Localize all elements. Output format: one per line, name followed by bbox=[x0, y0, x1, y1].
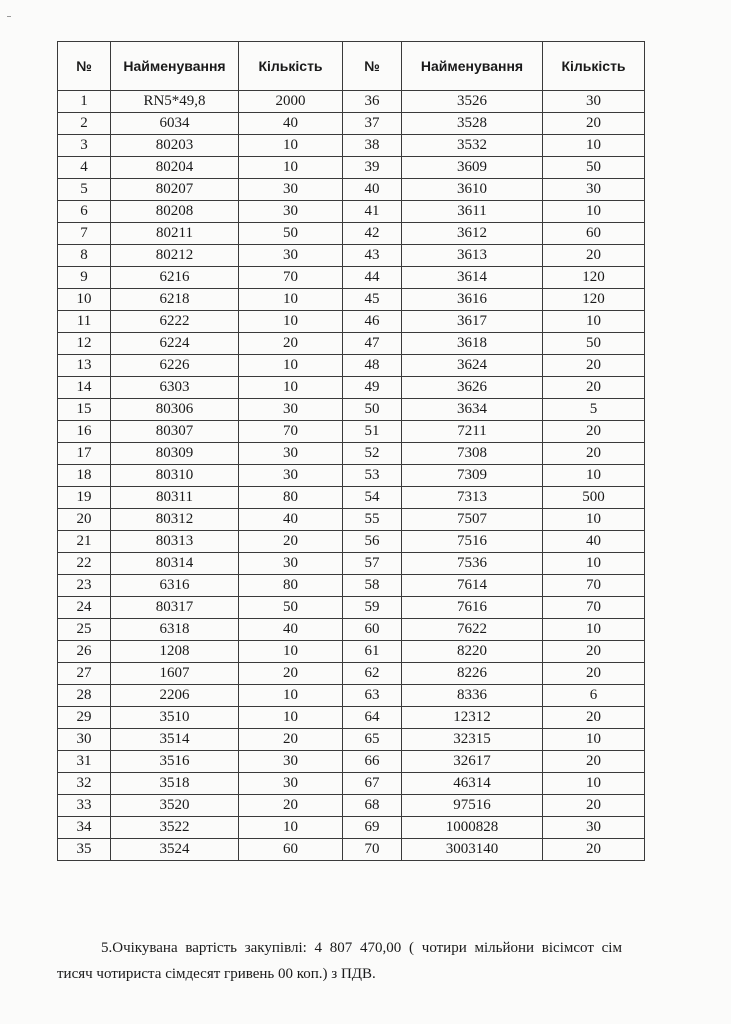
cell-name: 80312 bbox=[111, 509, 239, 531]
cell-number: 59 bbox=[343, 597, 402, 619]
cell-number: 21 bbox=[58, 531, 111, 553]
cell-quantity: 10 bbox=[239, 817, 343, 839]
table-row bbox=[58, 487, 645, 509]
cell-quantity: 10 bbox=[239, 135, 343, 157]
cell-number: 13 bbox=[58, 355, 111, 377]
table-row bbox=[58, 641, 645, 663]
cell-quantity: 10 bbox=[239, 707, 343, 729]
cell-number: 44 bbox=[343, 267, 402, 289]
table-row bbox=[58, 311, 645, 333]
cell-quantity: 30 bbox=[239, 443, 343, 465]
cell-quantity: 60 bbox=[543, 223, 645, 245]
cell-quantity: 70 bbox=[543, 575, 645, 597]
cell-name: 3614 bbox=[402, 267, 543, 289]
table-row bbox=[58, 443, 645, 465]
cell-name: 7507 bbox=[402, 509, 543, 531]
cell-quantity: 2000 bbox=[239, 91, 343, 113]
scan-artifact bbox=[7, 16, 11, 17]
cell-number: 65 bbox=[343, 729, 402, 751]
cell-number: 60 bbox=[343, 619, 402, 641]
cell-name: 80309 bbox=[111, 443, 239, 465]
cell-quantity: 40 bbox=[239, 619, 343, 641]
cell-number: 46 bbox=[343, 311, 402, 333]
cell-name: 3514 bbox=[111, 729, 239, 751]
cell-quantity: 10 bbox=[543, 729, 645, 751]
cell-name: 80313 bbox=[111, 531, 239, 553]
cell-number: 41 bbox=[343, 201, 402, 223]
cell-quantity: 50 bbox=[239, 597, 343, 619]
cell-number: 38 bbox=[343, 135, 402, 157]
cell-number: 12 bbox=[58, 333, 111, 355]
table-row bbox=[58, 795, 645, 817]
cell-number: 19 bbox=[58, 487, 111, 509]
cell-number: 61 bbox=[343, 641, 402, 663]
cell-name: 3510 bbox=[111, 707, 239, 729]
cell-name: 3616 bbox=[402, 289, 543, 311]
cell-number: 17 bbox=[58, 443, 111, 465]
cell-number: 42 bbox=[343, 223, 402, 245]
cell-quantity: 10 bbox=[239, 157, 343, 179]
col-header-name: Найменування bbox=[111, 42, 239, 91]
cell-quantity: 500 bbox=[543, 487, 645, 509]
cell-number: 31 bbox=[58, 751, 111, 773]
table-row bbox=[58, 421, 645, 443]
cell-quantity: 70 bbox=[239, 421, 343, 443]
cell-name: 3626 bbox=[402, 377, 543, 399]
cell-number: 10 bbox=[58, 289, 111, 311]
table-row bbox=[58, 135, 645, 157]
cell-quantity: 10 bbox=[239, 355, 343, 377]
cell-name: 6226 bbox=[111, 355, 239, 377]
cell-quantity: 30 bbox=[239, 399, 343, 421]
cell-name: 7211 bbox=[402, 421, 543, 443]
cell-name: 80310 bbox=[111, 465, 239, 487]
cell-number: 57 bbox=[343, 553, 402, 575]
cell-quantity: 120 bbox=[543, 289, 645, 311]
cell-number: 35 bbox=[58, 839, 111, 861]
cell-number: 69 bbox=[343, 817, 402, 839]
col-header-number: № bbox=[343, 42, 402, 91]
cell-quantity: 20 bbox=[543, 839, 645, 861]
cell-quantity: 20 bbox=[543, 751, 645, 773]
cell-name: 7309 bbox=[402, 465, 543, 487]
cell-number: 64 bbox=[343, 707, 402, 729]
cell-name: 6316 bbox=[111, 575, 239, 597]
cell-number: 23 bbox=[58, 575, 111, 597]
cell-number: 24 bbox=[58, 597, 111, 619]
cell-number: 14 bbox=[58, 377, 111, 399]
cell-quantity: 50 bbox=[543, 157, 645, 179]
col-header-quantity: Кількість bbox=[543, 42, 645, 91]
cell-name: 7516 bbox=[402, 531, 543, 553]
cell-name: 7536 bbox=[402, 553, 543, 575]
table-row bbox=[58, 729, 645, 751]
cell-number: 50 bbox=[343, 399, 402, 421]
cell-quantity: 80 bbox=[239, 487, 343, 509]
cell-number: 15 bbox=[58, 399, 111, 421]
cell-quantity: 30 bbox=[239, 201, 343, 223]
cell-quantity: 80 bbox=[239, 575, 343, 597]
cell-number: 26 bbox=[58, 641, 111, 663]
cell-quantity: 10 bbox=[239, 641, 343, 663]
cell-name: 3634 bbox=[402, 399, 543, 421]
cell-quantity: 50 bbox=[543, 333, 645, 355]
cell-name: 7614 bbox=[402, 575, 543, 597]
cell-number: 67 bbox=[343, 773, 402, 795]
table-row bbox=[58, 773, 645, 795]
cell-number: 39 bbox=[343, 157, 402, 179]
cell-name: 80211 bbox=[111, 223, 239, 245]
table-row bbox=[58, 553, 645, 575]
cell-number: 52 bbox=[343, 443, 402, 465]
table-row bbox=[58, 157, 645, 179]
cell-number: 5 bbox=[58, 179, 111, 201]
cell-name: 80306 bbox=[111, 399, 239, 421]
cell-name: 3609 bbox=[402, 157, 543, 179]
cell-number: 40 bbox=[343, 179, 402, 201]
cell-number: 47 bbox=[343, 333, 402, 355]
cell-number: 68 bbox=[343, 795, 402, 817]
cell-name: 46314 bbox=[402, 773, 543, 795]
table-row bbox=[58, 289, 645, 311]
cell-number: 9 bbox=[58, 267, 111, 289]
cell-name: 6218 bbox=[111, 289, 239, 311]
cell-number: 45 bbox=[343, 289, 402, 311]
cell-name: 80203 bbox=[111, 135, 239, 157]
items-table bbox=[57, 41, 645, 861]
cell-number: 2 bbox=[58, 113, 111, 135]
cell-number: 49 bbox=[343, 377, 402, 399]
table-row bbox=[58, 663, 645, 685]
cell-name: 3613 bbox=[402, 245, 543, 267]
cell-number: 7 bbox=[58, 223, 111, 245]
cell-number: 27 bbox=[58, 663, 111, 685]
cell-number: 20 bbox=[58, 509, 111, 531]
cell-name: 1000828 bbox=[402, 817, 543, 839]
cell-number: 51 bbox=[343, 421, 402, 443]
cell-name: 3610 bbox=[402, 179, 543, 201]
cell-number: 8 bbox=[58, 245, 111, 267]
cell-quantity: 20 bbox=[239, 333, 343, 355]
cell-quantity: 10 bbox=[239, 377, 343, 399]
cell-name: 3518 bbox=[111, 773, 239, 795]
cell-name: 1208 bbox=[111, 641, 239, 663]
cell-quantity: 20 bbox=[239, 729, 343, 751]
cell-quantity: 20 bbox=[543, 707, 645, 729]
cell-name: 3520 bbox=[111, 795, 239, 817]
cell-quantity: 40 bbox=[239, 509, 343, 531]
cell-quantity: 30 bbox=[543, 179, 645, 201]
cell-number: 6 bbox=[58, 201, 111, 223]
table-row bbox=[58, 751, 645, 773]
cell-number: 55 bbox=[343, 509, 402, 531]
cell-name: 80212 bbox=[111, 245, 239, 267]
cell-name: 80311 bbox=[111, 487, 239, 509]
cell-number: 53 bbox=[343, 465, 402, 487]
cell-name: 8336 bbox=[402, 685, 543, 707]
cell-number: 25 bbox=[58, 619, 111, 641]
table-row bbox=[58, 377, 645, 399]
cell-number: 33 bbox=[58, 795, 111, 817]
col-header-quantity: Кількість bbox=[239, 42, 343, 91]
cell-name: 7622 bbox=[402, 619, 543, 641]
cell-quantity: 10 bbox=[543, 553, 645, 575]
cell-name: 80317 bbox=[111, 597, 239, 619]
cell-quantity: 10 bbox=[543, 311, 645, 333]
cell-quantity: 50 bbox=[239, 223, 343, 245]
cell-name: 1607 bbox=[111, 663, 239, 685]
table-header-row bbox=[58, 42, 645, 91]
table-row bbox=[58, 201, 645, 223]
cell-name: 97516 bbox=[402, 795, 543, 817]
cell-quantity: 20 bbox=[543, 443, 645, 465]
cell-name: 3611 bbox=[402, 201, 543, 223]
cell-number: 4 bbox=[58, 157, 111, 179]
cell-name: 80208 bbox=[111, 201, 239, 223]
cell-quantity: 70 bbox=[239, 267, 343, 289]
cell-quantity: 30 bbox=[239, 179, 343, 201]
table-row bbox=[58, 531, 645, 553]
cell-quantity: 30 bbox=[239, 773, 343, 795]
cell-number: 37 bbox=[343, 113, 402, 135]
col-header-name: Найменування bbox=[402, 42, 543, 91]
table-row bbox=[58, 597, 645, 619]
cell-name: 3522 bbox=[111, 817, 239, 839]
cell-name: 3528 bbox=[402, 113, 543, 135]
cell-number: 16 bbox=[58, 421, 111, 443]
cell-name: 7313 bbox=[402, 487, 543, 509]
cell-quantity: 20 bbox=[543, 113, 645, 135]
cell-name: 3526 bbox=[402, 91, 543, 113]
table-row bbox=[58, 245, 645, 267]
cell-quantity: 40 bbox=[543, 531, 645, 553]
cell-quantity: 30 bbox=[239, 553, 343, 575]
cell-quantity: 30 bbox=[543, 91, 645, 113]
cell-number: 22 bbox=[58, 553, 111, 575]
cell-quantity: 20 bbox=[543, 245, 645, 267]
cell-number: 11 bbox=[58, 311, 111, 333]
cell-number: 63 bbox=[343, 685, 402, 707]
cell-name: 80314 bbox=[111, 553, 239, 575]
cell-name: 7616 bbox=[402, 597, 543, 619]
expected-cost-line-1: 5.Очікувана вартість закупівлі: 4 807 470,00 ( чотири мільйони вісімсот сім bbox=[101, 940, 622, 956]
cell-name: 6318 bbox=[111, 619, 239, 641]
cell-quantity: 120 bbox=[543, 267, 645, 289]
cell-number: 43 bbox=[343, 245, 402, 267]
cell-quantity: 70 bbox=[543, 597, 645, 619]
cell-name: 6303 bbox=[111, 377, 239, 399]
cell-name: 3532 bbox=[402, 135, 543, 157]
cell-name: 3612 bbox=[402, 223, 543, 245]
cell-quantity: 10 bbox=[543, 773, 645, 795]
cell-quantity: 30 bbox=[239, 751, 343, 773]
table-row bbox=[58, 333, 645, 355]
cell-name: 80307 bbox=[111, 421, 239, 443]
expected-cost-paragraph bbox=[57, 935, 675, 987]
cell-name: 6034 bbox=[111, 113, 239, 135]
cell-quantity: 20 bbox=[543, 795, 645, 817]
cell-name: 6224 bbox=[111, 333, 239, 355]
cell-quantity: 30 bbox=[239, 245, 343, 267]
cell-number: 18 bbox=[58, 465, 111, 487]
cell-name: 3617 bbox=[402, 311, 543, 333]
cell-name: 3524 bbox=[111, 839, 239, 861]
table-row bbox=[58, 223, 645, 245]
cell-name: 32617 bbox=[402, 751, 543, 773]
cell-quantity: 20 bbox=[543, 421, 645, 443]
expected-cost-line-2: тисяч чотириста сімдесят гривень 00 коп.) з ПДВ. bbox=[57, 966, 376, 982]
cell-name: 6222 bbox=[111, 311, 239, 333]
cell-number: 54 bbox=[343, 487, 402, 509]
cell-number: 32 bbox=[58, 773, 111, 795]
cell-name: 8220 bbox=[402, 641, 543, 663]
cell-name: 3516 bbox=[111, 751, 239, 773]
cell-quantity: 10 bbox=[543, 619, 645, 641]
cell-quantity: 10 bbox=[543, 201, 645, 223]
cell-name: 3003140 bbox=[402, 839, 543, 861]
cell-number: 66 bbox=[343, 751, 402, 773]
cell-quantity: 10 bbox=[239, 289, 343, 311]
cell-quantity: 20 bbox=[543, 355, 645, 377]
cell-name: 32315 bbox=[402, 729, 543, 751]
cell-number: 56 bbox=[343, 531, 402, 553]
cell-number: 30 bbox=[58, 729, 111, 751]
col-header-number: № bbox=[58, 42, 111, 91]
table-row bbox=[58, 575, 645, 597]
cell-quantity: 5 bbox=[543, 399, 645, 421]
cell-number: 36 bbox=[343, 91, 402, 113]
cell-number: 34 bbox=[58, 817, 111, 839]
cell-number: 70 bbox=[343, 839, 402, 861]
cell-name: RN5*49,8 bbox=[111, 91, 239, 113]
table-row bbox=[58, 91, 645, 113]
cell-quantity: 10 bbox=[239, 311, 343, 333]
cell-quantity: 20 bbox=[239, 795, 343, 817]
table-row bbox=[58, 399, 645, 421]
cell-number: 58 bbox=[343, 575, 402, 597]
cell-number: 1 bbox=[58, 91, 111, 113]
table-row bbox=[58, 355, 645, 377]
cell-quantity: 10 bbox=[543, 509, 645, 531]
table-row bbox=[58, 707, 645, 729]
cell-name: 12312 bbox=[402, 707, 543, 729]
cell-number: 48 bbox=[343, 355, 402, 377]
cell-quantity: 20 bbox=[239, 663, 343, 685]
table-row bbox=[58, 179, 645, 201]
cell-quantity: 30 bbox=[239, 465, 343, 487]
cell-name: 80204 bbox=[111, 157, 239, 179]
cell-name: 3624 bbox=[402, 355, 543, 377]
table-row bbox=[58, 465, 645, 487]
table-row bbox=[58, 509, 645, 531]
cell-quantity: 10 bbox=[543, 465, 645, 487]
cell-quantity: 6 bbox=[543, 685, 645, 707]
cell-name: 80207 bbox=[111, 179, 239, 201]
table-row bbox=[58, 817, 645, 839]
table-row bbox=[58, 619, 645, 641]
cell-number: 62 bbox=[343, 663, 402, 685]
cell-name: 7308 bbox=[402, 443, 543, 465]
cell-quantity: 30 bbox=[543, 817, 645, 839]
cell-quantity: 40 bbox=[239, 113, 343, 135]
cell-quantity: 20 bbox=[543, 377, 645, 399]
cell-name: 2206 bbox=[111, 685, 239, 707]
table-row bbox=[58, 113, 645, 135]
cell-quantity: 20 bbox=[239, 531, 343, 553]
cell-quantity: 20 bbox=[543, 663, 645, 685]
table-row bbox=[58, 267, 645, 289]
cell-quantity: 10 bbox=[543, 135, 645, 157]
cell-name: 3618 bbox=[402, 333, 543, 355]
table-row bbox=[58, 839, 645, 861]
cell-number: 3 bbox=[58, 135, 111, 157]
cell-quantity: 10 bbox=[239, 685, 343, 707]
table-row bbox=[58, 685, 645, 707]
cell-quantity: 20 bbox=[543, 641, 645, 663]
cell-quantity: 60 bbox=[239, 839, 343, 861]
cell-number: 29 bbox=[58, 707, 111, 729]
cell-name: 6216 bbox=[111, 267, 239, 289]
cell-name: 8226 bbox=[402, 663, 543, 685]
cell-number: 28 bbox=[58, 685, 111, 707]
